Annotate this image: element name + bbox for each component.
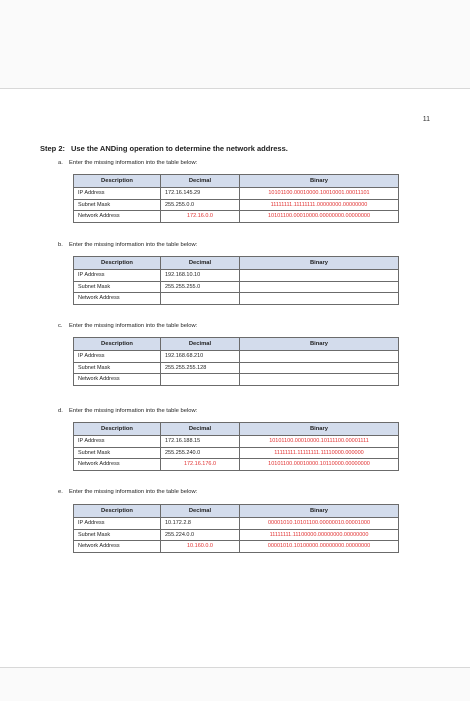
- step-number: Step 2:: [40, 144, 66, 153]
- net-decimal-cell[interactable]: 172.16.0.0: [161, 211, 240, 223]
- instruction-d: [58, 408, 197, 414]
- ip-binary-cell[interactable]: 00001010.10101100.00000010.00001000: [240, 518, 399, 530]
- mask-decimal-cell[interactable]: 255.255.240.0: [161, 447, 240, 459]
- header-description: Description: [74, 505, 161, 518]
- instruction-text: Enter the missing information into the table below:: [69, 323, 198, 329]
- table-header-row: [74, 338, 399, 351]
- mask-binary-cell[interactable]: 11111111.11100000.00000000.00000000: [240, 529, 399, 541]
- ip-decimal-cell[interactable]: 172.16.145.29: [161, 188, 240, 200]
- row-label-ip: IP Address: [74, 188, 161, 200]
- net-decimal-cell[interactable]: [161, 374, 240, 386]
- mask-decimal-cell[interactable]: 255.255.255.0: [161, 281, 240, 293]
- net-binary-cell[interactable]: [240, 374, 399, 386]
- header-decimal: Decimal: [161, 175, 240, 188]
- table-row: [74, 436, 399, 448]
- header-binary: Binary: [240, 257, 399, 270]
- row-label-mask: Subnet Mask: [74, 281, 161, 293]
- header-decimal: Decimal: [161, 423, 240, 436]
- mask-decimal-cell[interactable]: 255.255.0.0: [161, 199, 240, 211]
- row-label-net: Network Address: [74, 211, 161, 223]
- section-letter: c.: [58, 323, 63, 329]
- mask-decimal-cell[interactable]: 255.224.0.0: [161, 529, 240, 541]
- ip-binary-cell[interactable]: 10101100.00010000.10111100.00001111: [240, 436, 399, 448]
- row-label-ip: IP Address: [74, 436, 161, 448]
- ip-binary-cell[interactable]: [240, 270, 399, 282]
- header-description: Description: [74, 175, 161, 188]
- row-label-ip: IP Address: [74, 270, 161, 282]
- table-row: [74, 459, 399, 471]
- row-label-mask: Subnet Mask: [74, 362, 161, 374]
- ip-decimal-cell[interactable]: 192.168.10.10: [161, 270, 240, 282]
- header-decimal: Decimal: [161, 338, 240, 351]
- table-header-row: [74, 175, 399, 188]
- net-decimal-cell[interactable]: 172.16.176.0: [161, 459, 240, 471]
- section-letter: b.: [58, 242, 63, 248]
- table-row: [74, 211, 399, 223]
- row-label-net: Network Address: [74, 459, 161, 471]
- ip-decimal-cell[interactable]: 172.16.188.15: [161, 436, 240, 448]
- table-row: [74, 293, 399, 305]
- table-row: [74, 351, 399, 363]
- mask-binary-cell[interactable]: 11111111.11111111.11110000.000000: [240, 447, 399, 459]
- table-row: [74, 447, 399, 459]
- instruction-text: Enter the missing information into the table below:: [69, 489, 198, 495]
- instruction-text: Enter the missing information into the table below:: [69, 408, 198, 414]
- row-label-mask: Subnet Mask: [74, 199, 161, 211]
- table-row: [74, 199, 399, 211]
- instruction-a: [58, 160, 197, 166]
- page-top-margin: [0, 0, 470, 89]
- section-letter: d.: [58, 408, 63, 414]
- table-row: [74, 281, 399, 293]
- table-header-row: [74, 423, 399, 436]
- page-bottom-margin: [0, 667, 470, 701]
- table-row: [74, 270, 399, 282]
- section-letter: a.: [58, 160, 63, 166]
- net-binary-cell[interactable]: [240, 293, 399, 305]
- net-decimal-cell[interactable]: [161, 293, 240, 305]
- instruction-c: [58, 323, 197, 329]
- table-c: [73, 337, 399, 386]
- step-heading: [40, 144, 288, 153]
- row-label-mask: Subnet Mask: [74, 447, 161, 459]
- step-text: Use the ANDing operation to determine the network address.: [71, 144, 288, 153]
- row-label-net: Network Address: [74, 374, 161, 386]
- header-binary: Binary: [240, 505, 399, 518]
- instruction-e: [58, 489, 197, 495]
- table-row: [74, 529, 399, 541]
- table-d: [73, 422, 399, 471]
- header-decimal: Decimal: [161, 505, 240, 518]
- ip-binary-cell[interactable]: [240, 351, 399, 363]
- net-binary-cell[interactable]: 10101100.00010000.10110000.00000000: [240, 459, 399, 471]
- net-decimal-cell[interactable]: 10.160.0.0: [161, 541, 240, 553]
- header-description: Description: [74, 423, 161, 436]
- ip-binary-cell[interactable]: 10101100.00010000.10010001.00011101: [240, 188, 399, 200]
- table-a: [73, 174, 399, 223]
- row-label-ip: IP Address: [74, 351, 161, 363]
- header-description: Description: [74, 338, 161, 351]
- net-binary-cell[interactable]: 10101100.00010000.00000000.00000000: [240, 211, 399, 223]
- table-row: [74, 518, 399, 530]
- page-number: 11: [422, 116, 430, 123]
- row-label-net: Network Address: [74, 541, 161, 553]
- instruction-b: [58, 242, 197, 248]
- row-label-net: Network Address: [74, 293, 161, 305]
- mask-binary-cell[interactable]: 11111111.11111111.00000000.00000000: [240, 199, 399, 211]
- instruction-text: Enter the missing information into the table below:: [69, 160, 198, 166]
- ip-decimal-cell[interactable]: 192.168.68.210: [161, 351, 240, 363]
- net-binary-cell[interactable]: 00001010.10100000.00000000.00000000: [240, 541, 399, 553]
- header-binary: Binary: [240, 175, 399, 188]
- mask-binary-cell[interactable]: [240, 281, 399, 293]
- header-binary: Binary: [240, 338, 399, 351]
- row-label-ip: IP Address: [74, 518, 161, 530]
- header-binary: Binary: [240, 423, 399, 436]
- header-description: Description: [74, 257, 161, 270]
- mask-binary-cell[interactable]: [240, 362, 399, 374]
- table-row: [74, 374, 399, 386]
- table-header-row: [74, 257, 399, 270]
- mask-decimal-cell[interactable]: 255.255.255.128: [161, 362, 240, 374]
- section-letter: e.: [58, 489, 63, 495]
- table-header-row: [74, 505, 399, 518]
- table-row: [74, 541, 399, 553]
- ip-decimal-cell[interactable]: 10.172.2.8: [161, 518, 240, 530]
- table-e: [73, 504, 399, 553]
- table-b: [73, 256, 399, 305]
- header-decimal: Decimal: [161, 257, 240, 270]
- table-row: [74, 362, 399, 374]
- table-row: [74, 188, 399, 200]
- row-label-mask: Subnet Mask: [74, 529, 161, 541]
- instruction-text: Enter the missing information into the table below:: [69, 242, 198, 248]
